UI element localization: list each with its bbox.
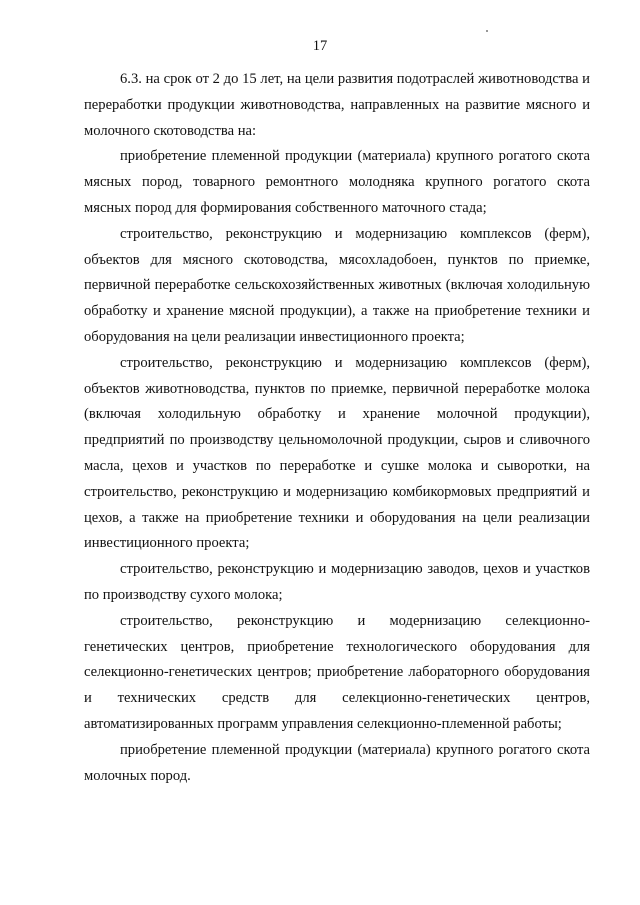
paragraph-genetic-centers: строительство, реконструкцию и модернизацию селекционно-генетических центров, приобретение технологического оборудования для селекционно-генетических центров; приобретение лабораторного оборудования и технических средств для селекционно-генетических центров, автоматизированных программ управления селекционно-племенной работы; bbox=[84, 612, 590, 732]
document-body bbox=[84, 67, 590, 789]
page-number: 17 bbox=[312, 38, 328, 54]
paragraph-beef-facilities: строительство, реконструкцию и модернизацию комплексов (ферм), объектов для мясного скотоводства, мясохладобоен, пунктов по приемке, первичной переработке сельскохозяйственных животных (включая холодильную обработку и хранение мясной продукции), а также на приобретение техники и оборудования на цели реализации инвестиционного проекта; bbox=[84, 225, 590, 345]
paragraph-dairy-breeding-stock: приобретение племенной продукции (материала) крупного рогатого скота молочных пород. bbox=[84, 741, 590, 784]
scan-speck bbox=[486, 30, 488, 32]
paragraph-beef-breeding-stock: приобретение племенной продукции (материала) крупного рогатого скота мясных пород, товарного ремонтного молодняка крупного рогатого скота мясных пород для формирования собственного маточного стада; bbox=[84, 148, 590, 216]
paragraph-dairy-facilities: строительство, реконструкцию и модернизацию комплексов (ферм), объектов животноводства, пунктов по приемке, первичной переработке молока (включая холодильную обработку и хранение молочной продукции), предприятий по производству цельномолочной продукции, сыров и сливочного масла, цехов и участков по переработке и сушке молока и сыворотки, на строительство, реконструкцию и модернизацию комбикормовых предприятий и цехов, а также на приобретение техники и оборудования на цели реализации инвестиционного проекта; bbox=[84, 354, 590, 552]
paragraph-6-3-intro: 6.3. на срок от 2 до 15 лет, на цели развития подотраслей животноводства и переработки продукции животноводства, направленных на развитие мясного и молочного скотоводства на: bbox=[84, 71, 590, 139]
paragraph-dry-milk-plants: строительство, реконструкцию и модернизацию заводов, цехов и участков по производству сухого молока; bbox=[84, 561, 590, 603]
